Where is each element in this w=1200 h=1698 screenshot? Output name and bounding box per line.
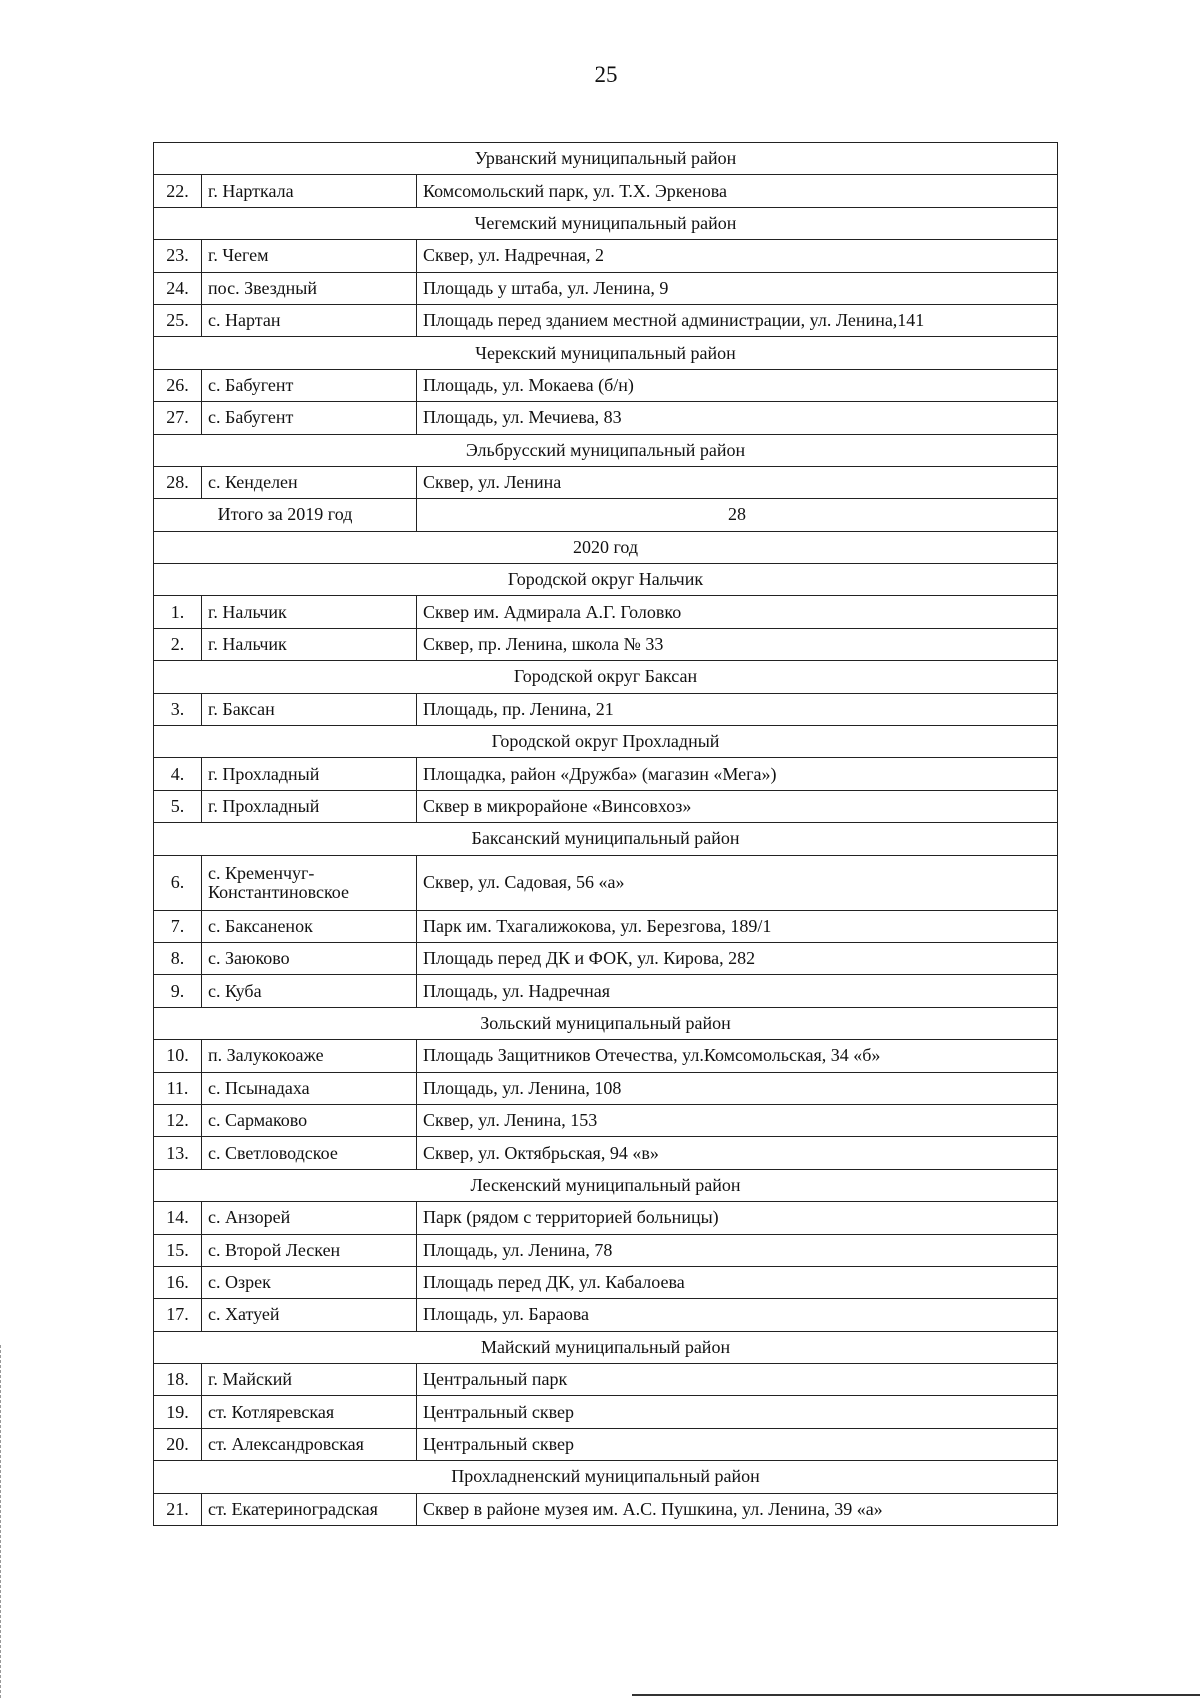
location-description: Площадь, ул. Ленина, 108 [417,1072,1058,1104]
location-description: Площадь, ул. Надречная [417,975,1058,1007]
section-title: Городской округ Прохладный [154,726,1058,758]
row-number: 2. [154,628,202,660]
table-row [154,1428,1058,1460]
section-header-row [154,1461,1058,1493]
table-row [154,596,1058,628]
settlement-name: п. Залукокоаже [202,1040,417,1072]
section-title: Прохладненский муниципальный район [154,1461,1058,1493]
location-description: Площадь перед ДК, ул. Кабалоева [417,1266,1058,1298]
location-description: Сквер, ул. Садовая, 56 «а» [417,855,1058,910]
location-description: Площадь, ул. Бараова [417,1299,1058,1331]
row-number: 28. [154,466,202,498]
row-number: 3. [154,693,202,725]
settlement-name: г. Нарткала [202,175,417,207]
section-header-row [154,1331,1058,1363]
location-description: Площадь у штаба, ул. Ленина, 9 [417,272,1058,304]
settlement-name: г. Чегем [202,240,417,272]
section-title: Лескенский муниципальный район [154,1169,1058,1201]
section-header-row [154,207,1058,239]
table-row [154,304,1058,336]
table-row [154,1137,1058,1169]
table-row [154,1266,1058,1298]
section-title: Городской округ Нальчик [154,564,1058,596]
location-description: Сквер в районе музея им. А.С. Пушкина, ул. Ленина, 39 «а» [417,1493,1058,1525]
table-row [154,1234,1058,1266]
row-number: 15. [154,1234,202,1266]
settlement-name: ст. Александровская [202,1428,417,1460]
row-number: 9. [154,975,202,1007]
settlement-name: с. Анзорей [202,1202,417,1234]
location-description: Сквер, ул. Ленина, 153 [417,1104,1058,1136]
row-number: 22. [154,175,202,207]
location-description: Сквер в микрорайоне «Винсовхоз» [417,790,1058,822]
row-number: 1. [154,596,202,628]
settlement-name: с. Второй Лескен [202,1234,417,1266]
table-row [154,402,1058,434]
section-header-row [154,1007,1058,1039]
settlement-name: с. Кенделен [202,466,417,498]
location-description: Центральный парк [417,1364,1058,1396]
row-number: 5. [154,790,202,822]
settlement-name: с. Сармаково [202,1104,417,1136]
section-title: Майский муниципальный район [154,1331,1058,1363]
total-label: Итого за 2019 год [154,499,417,531]
settlement-name: пос. Звездный [202,272,417,304]
section-header-row [154,564,1058,596]
page-number: 25 [594,62,618,87]
section-header-row [154,823,1058,855]
table-row [154,975,1058,1007]
location-description: Площадь Защитников Отечества, ул.Комсомольская, 34 «б» [417,1040,1058,1072]
settlement-name: с. Куба [202,975,417,1007]
table-row [154,1493,1058,1525]
settlement-name: г. Баксан [202,693,417,725]
year-title: 2020 год [154,531,1058,563]
row-number: 13. [154,1137,202,1169]
row-number: 12. [154,1104,202,1136]
location-description: Сквер им. Адмирала А.Г. Головко [417,596,1058,628]
settlement-name: с. Псынадаха [202,1072,417,1104]
table-row [154,855,1058,910]
location-description: Сквер, пр. Ленина, школа № 33 [417,628,1058,660]
row-number: 27. [154,402,202,434]
total-value: 28 [417,499,1058,531]
settlement-name: г. Майский [202,1364,417,1396]
table-row [154,790,1058,822]
table-row [154,369,1058,401]
settlement-name: ст. Котляревская [202,1396,417,1428]
section-title: Эльбрусский муниципальный район [154,434,1058,466]
table-row [154,272,1058,304]
location-description: Площадь, ул. Мокаева (б/н) [417,369,1058,401]
location-description: Центральный сквер [417,1428,1058,1460]
table-row [154,910,1058,942]
table-body [154,143,1058,1526]
year-header-row [154,531,1058,563]
row-number: 6. [154,855,202,910]
location-description: Площадь, ул. Мечиева, 83 [417,402,1058,434]
scan-margin-line [0,1345,3,1698]
settlement-name: с. Озрек [202,1266,417,1298]
settlement-name: г. Прохладный [202,790,417,822]
row-number: 18. [154,1364,202,1396]
location-description: Сквер, ул. Ленина [417,466,1058,498]
location-description: Комсомольский парк, ул. Т.Х. Эркенова [417,175,1058,207]
settlement-name: с. Бабугент [202,402,417,434]
location-description: Сквер, ул. Надречная, 2 [417,240,1058,272]
table-row [154,1364,1058,1396]
section-header-row [154,434,1058,466]
row-number: 11. [154,1072,202,1104]
location-description: Площадь перед зданием местной администрации, ул. Ленина,141 [417,304,1058,336]
section-title: Черекский муниципальный район [154,337,1058,369]
table-row [154,1040,1058,1072]
table-row [154,1396,1058,1428]
settlement-name: г. Нальчик [202,596,417,628]
settlement-name: с. Баксаненок [202,910,417,942]
table-row [154,1202,1058,1234]
location-description: Площадь перед ДК и ФОК, ул. Кирова, 282 [417,942,1058,974]
settlement-name: с. Заюково [202,942,417,974]
location-description: Площадка, район «Дружба» (магазин «Мега») [417,758,1058,790]
row-number: 17. [154,1299,202,1331]
settlement-name: с. Хатуей [202,1299,417,1331]
row-number: 26. [154,369,202,401]
locations-table [153,142,1058,1526]
row-number: 19. [154,1396,202,1428]
table-row [154,240,1058,272]
row-number: 10. [154,1040,202,1072]
settlement-name: с. Светловодское [202,1137,417,1169]
settlement-name: ст. Екатериноградская [202,1493,417,1525]
section-header-row [154,143,1058,175]
location-description: Центральный сквер [417,1396,1058,1428]
section-header-row [154,1169,1058,1201]
location-description: Площадь, пр. Ленина, 21 [417,693,1058,725]
section-title: Чегемский муниципальный район [154,207,1058,239]
section-title: Городской округ Баксан [154,661,1058,693]
table-row [154,758,1058,790]
table-row [154,466,1058,498]
scan-bottom-line [632,1694,1200,1696]
row-number: 16. [154,1266,202,1298]
table-row [154,942,1058,974]
row-number: 14. [154,1202,202,1234]
total-row [154,499,1058,531]
table-row [154,628,1058,660]
row-number: 23. [154,240,202,272]
table-row [154,175,1058,207]
settlement-name: с. Кременчуг-Константиновское [202,855,417,910]
row-number: 24. [154,272,202,304]
location-description: Площадь, ул. Ленина, 78 [417,1234,1058,1266]
location-description: Сквер, ул. Октябрьская, 94 «в» [417,1137,1058,1169]
settlement-name: с. Бабугент [202,369,417,401]
table-row [154,1104,1058,1136]
table-row [154,1299,1058,1331]
section-title: Баксанский муниципальный район [154,823,1058,855]
row-number: 25. [154,304,202,336]
section-header-row [154,726,1058,758]
row-number: 20. [154,1428,202,1460]
section-header-row [154,661,1058,693]
row-number: 21. [154,1493,202,1525]
section-title: Урванский муниципальный район [154,143,1058,175]
settlement-name: с. Нартан [202,304,417,336]
location-description: Парк (рядом с территорией больницы) [417,1202,1058,1234]
settlement-name: г. Нальчик [202,628,417,660]
table-row [154,1072,1058,1104]
section-title: Зольский муниципальный район [154,1007,1058,1039]
row-number: 4. [154,758,202,790]
row-number: 7. [154,910,202,942]
table-row [154,693,1058,725]
location-description: Парк им. Тхагалижокова, ул. Березгова, 189/1 [417,910,1058,942]
section-header-row [154,337,1058,369]
settlement-name: г. Прохладный [202,758,417,790]
row-number: 8. [154,942,202,974]
